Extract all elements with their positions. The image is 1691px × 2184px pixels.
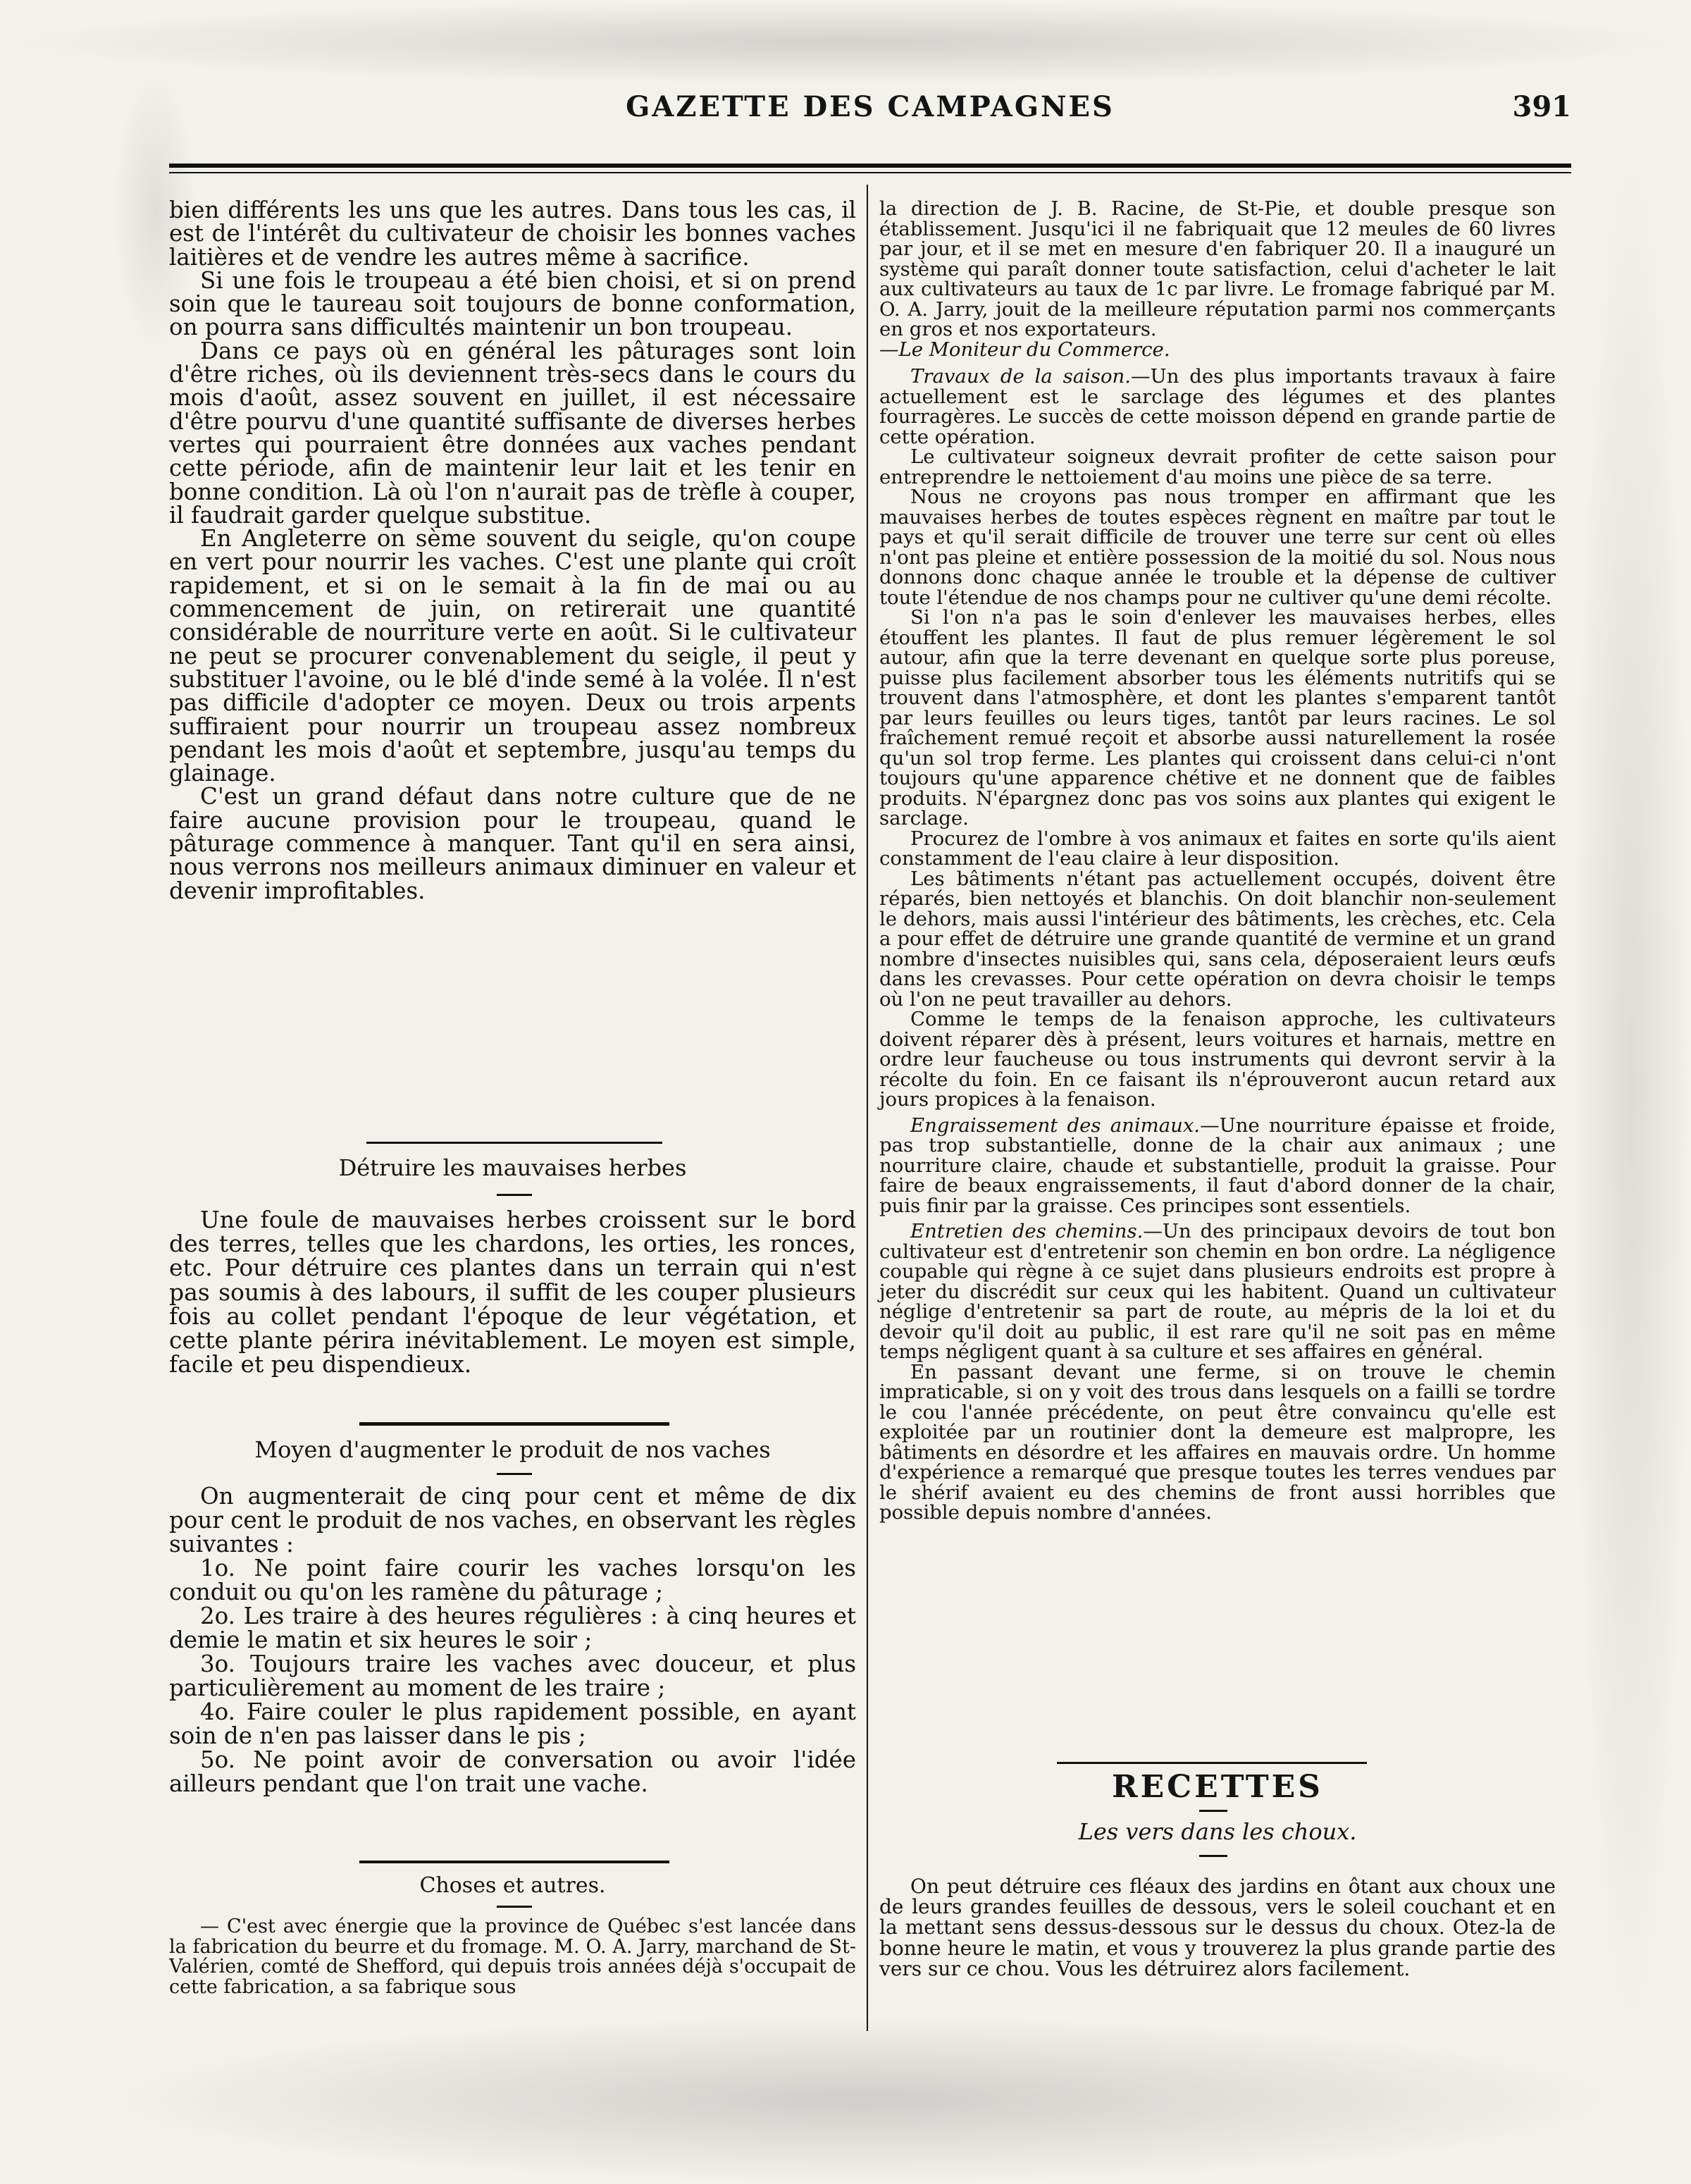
section-heading: Choses et autres. xyxy=(419,1873,606,1898)
paragraph-lead: Travaux de la saison. xyxy=(910,365,1132,388)
list-item: 4o. Faire couler le plus rapidement possible, en ayant soin de n'en pas laisser dans le pis ; xyxy=(169,1698,856,1749)
source-credit xyxy=(879,340,1556,360)
section-rule xyxy=(366,1142,662,1144)
paragraph: Le cultivateur soigneux devrait profiter de cette saison pour entreprendre le nettoiement d'au moins une pièce de sa terre. xyxy=(879,445,1556,488)
column-divider xyxy=(867,185,868,2031)
paragraph: En Angleterre on sème souvent du seigle, qu'on coupe en vert pour nourrir les vaches. C'est une plante qui croît rapidement, et si on le semait à la fin de mai ou au commencement de juin, on retirerait une quantité considérable de nourriture verte en août. Si le cultivateur ne peut se procurer convenablement du seigle, il peut y substituer l'avoine, ou le blé d'inde semé à la volée. Il n'est pas difficile d'adopter ce moyen. Deux ou trois arpents suffiraient pour nourrir un troupeau assez nombreux pendant les mois d'août et septembre, jusqu'au temps du glainage. xyxy=(169,525,856,787)
paragraph-lead: Engraissement des animaux. xyxy=(910,1113,1201,1137)
header-rule-thin xyxy=(169,172,1571,173)
paragraph: Si l'on n'a pas le soin d'enlever les mauvaises herbes, elles étouffent les plantes. Il faut de plus remuer légèrement le sol autour, afin que la terre devenant en quelque sorte plus poreuse, puisse plus facilement absorber tous les éléments nutritifs qui se trouvent dans l'atmosphère, et dont les plantes s'emparent tantôt par leurs feuilles ou leurs tiges, tantôt par leurs racines. Le sol fraîchement remué reçoit et absorbe aussi naturellement la rosée qu'un sol trop ferme. Les plantes qui croissent dans celui-ci n'ont toujours qu'une apparence chétive et ne donnent que de faibles produits. N'épargnez donc pas vos soins aux plantes qui exigent le sarclage. xyxy=(879,606,1556,829)
heading-dash xyxy=(497,1194,532,1196)
left-column-top xyxy=(169,199,856,903)
paragraph: Nous ne croyons pas nous tromper en affirmant que les mauvaises herbes de toutes espèces règnent en maître par tout le pays et qu'il serait difficile de trouver une terre sur cent où elles n'ont pas pleine et entière possession de la moitié du sol. Nous nous donnons donc chaque année le trouble et la dépense de cultiver toute l'étendue de nos champs pour ne cultiver qu'une demi récolte. xyxy=(879,486,1556,609)
recipe-title: Les vers dans les choux. xyxy=(1078,1818,1357,1845)
section-rule xyxy=(359,1861,669,1863)
paragraph xyxy=(879,1221,1556,1362)
page-number: 391 xyxy=(1512,90,1571,123)
section-heading: Moyen d'augmenter le produit de nos vaches xyxy=(254,1436,771,1463)
paragraph-body: —Une nourriture épaisse et froide, pas trop substantielle, donne de la chair aux animaux ; une nourriture claire, chaude et substantielle, produit la graisse. Pour faire de beaux engraissements, il faut d'abord donner de la chair, puis finir par la graisse. Ces principes sont essentiels. xyxy=(879,1113,1556,1217)
paragraph: Dans ce pays où en général les pâturages sont loin d'être riches, où ils deviennent très-secs dans le cours du mois d'août, assez souvent en juillet, il est nécessaire d'être pourvu d'une quantité suffisante de diverses herbes vertes qui pourraient être données aux vaches pendant cette période, afin de maintenir leur lait et les tenir en bonne condition. Là où l'on n'aurait pas de trèfle à couper, il faudrait garder quelque substitue. xyxy=(169,337,856,529)
paragraph xyxy=(879,366,1556,447)
source-credit-text: —Le Moniteur du Commerce. xyxy=(879,338,1170,361)
newspaper-title: GAZETTE DES CAMPAGNES xyxy=(626,90,1115,123)
section-rule xyxy=(359,1422,669,1426)
right-column xyxy=(879,199,1556,1523)
paragraph: Si une fois le troupeau a été bien choisi, et si on prend soin que le taureau soit toujours de bonne conformation, on pourra sans difficultés maintenir un bon troupeau. xyxy=(169,266,856,341)
scan-noise xyxy=(0,0,1691,85)
paragraph: On peut détruire ces fléaux des jardins en ôtant aux choux une de leurs grandes feuilles de dessous, vers le soleil couchant et en la mettant sens dessus-dessous sur le dessus du choux. Otez-la de bonne heure le matin, et vous y trouverez la plus grande partie des vers sur ce chou. Vous les détruirez alors facilement. xyxy=(879,1875,1556,1980)
list-item: 3o. Toujours traire les vaches avec douceur, et plus particulièrement au moment de les traire ; xyxy=(169,1651,856,1701)
paragraph-body: —Un des principaux devoirs de tout bon cultivateur est d'entretenir son chemin en bon ordre. La négligence coupable qui règne à ce sujet dans plusieurs endroits est propre à jeter du discrédit sur ceux qui les habitent. Quand un cultivateur néglige d'entretenir sa part de route, au mépris de la loi et du devoir qu'il doit au public, il est rare qu'il ne soit pas en même temps négligent quant à sa culture et ses affaires en général. xyxy=(879,1220,1556,1363)
heading-dash xyxy=(1199,1810,1227,1812)
heading-dash xyxy=(497,1906,532,1908)
paragraph: la direction de J. B. Racine, de St-Pie, et double presque son établissement. Jusqu'ici il ne fabriquait que 12 meules de 60 livres par jour, et il se met en mesure d'en fabriquer 20. Il a inauguré un système qui paraît donner toute satisfaction, celui d'acheter le lait aux cultivateurs au taux de 1c par livre. Le fromage fabriqué par M. O. A. Jarry, jouit de la meilleure réputation parmi nos commerçants en gros et nos exportateurs. xyxy=(879,197,1556,340)
paragraph: Comme le temps de la fenaison approche, les cultivateurs doivent réparer dès à présent, leurs voitures et harnais, mettre en ordre leur faucheuse ou tous instruments qui devront servir à la récolte du foin. En ce faisant ils n'éprouveront aucun retard aux jours propices à la fenaison. xyxy=(879,1008,1556,1111)
list-item: 5o. Ne point avoir de conversation ou avoir l'idée ailleurs pendant que l'on trait une vache. xyxy=(169,1746,856,1797)
paragraph: — C'est avec énergie que la province de Québec s'est lancée dans la fabrication du beurre et du fromage. M. O. A. Jarry, marchand de St-Valérien, comté de Shefford, qui depuis trois années déjà s'occupait de cette fabrication, a sa fabrique sous xyxy=(169,1915,856,1998)
scan-noise xyxy=(106,2016,1621,2184)
paragraph xyxy=(879,1113,1556,1217)
scan-noise xyxy=(1571,141,1691,2044)
paragraph: bien différents les uns que les autres. Dans tous les cas, il est de l'intérêt du cultivateur de choisir les bonnes vaches laitières et de vendre les autres même à sacrifice. xyxy=(169,197,856,271)
recettes-heading: RECETTES xyxy=(1112,1769,1323,1805)
page-header xyxy=(169,90,1571,132)
paragraph: En passant devant une ferme, si on trouve le chemin impraticable, si on y voit des trous dans lesquels on a failli se tordre le cou l'année précédente, on peut être convaincu qu'elle est exploitée par un routinier dont la demeure est malpropre, les bâtiments en désordre et les affaires en mauvais ordre. Un homme d'expérience a remarqué que presque toutes les terres vendues par le shérif avaient eu des chemins de front aussi horribles que possible depuis nombre d'années. xyxy=(879,1360,1556,1524)
section-heading: Détruire les mauvaises herbes xyxy=(338,1154,687,1181)
heading-dash xyxy=(1199,1855,1227,1857)
header-rule-thick xyxy=(169,164,1571,168)
paragraph: On augmenterait de cinq pour cent et même de dix pour cent le produit de nos vaches, en observant les règles suivantes : xyxy=(169,1483,856,1557)
list-item: 2o. Les traire à des heures régulières : à cinq heures et demie le matin et six heures le soir ; xyxy=(169,1603,856,1653)
left-column-weeds xyxy=(169,1208,856,1376)
list-item: 1o. Ne point faire courir les vaches lorsqu'on les conduit ou qu'on les ramène du pâturage ; xyxy=(169,1555,856,1605)
left-column-cows xyxy=(169,1484,856,1796)
right-column-recipe xyxy=(879,1876,1556,1979)
section-rule xyxy=(1057,1762,1367,1764)
paragraph: C'est un grand défaut dans notre culture que de ne faire aucune provision pour le troupeau, quand le pâturage commence à manquer. Tant qu'il en sera ainsi, nous verrons nos meilleurs animaux diminuer en valeur et devenir improfitables. xyxy=(169,783,856,904)
paragraph-lead: Entretien des chemins. xyxy=(910,1220,1144,1242)
left-column-misc xyxy=(169,1917,856,1997)
paragraph: Les bâtiments n'étant pas actuellement occupés, doivent être réparés, bien nettoyés et blanchis. On doit blanchir non-seulement le dehors, mais aussi l'intérieur des bâtiments, les crèches, etc. Cela a pour effet de détruire une grande quantité de vermine et un grand nombre d'insectes nuisibles qui, sans cela, déposeraient leurs œufs dans les crevasses. Pour cette opération on devra choisir le temps où l'on ne peut travailler au dehors. xyxy=(879,867,1556,1011)
heading-dash xyxy=(497,1473,532,1475)
paragraph: Procurez de l'ombre à vos animaux et faites en sorte qu'ils aient constamment de l'eau claire à leur disposition. xyxy=(879,827,1556,870)
paragraph-body: —Un des plus importants travaux à faire actuellement est le sarclage des légumes et des plantes fourragères. Le succès de cette moisson dépend en grande partie de cette opération. xyxy=(879,365,1556,448)
paragraph: Une foule de mauvaises herbes croissent sur le bord des terres, telles que les chardons, les orties, les ronces, etc. Pour détruire ces plantes dans un terrain qui n'est pas soumis à des labours, il suffit de les couper plusieurs fois au collet pendant l'époque de leur végétation, et cette plante périra inévitablement. Le moyen est simple, facile et peu dispendieux. xyxy=(169,1206,856,1378)
